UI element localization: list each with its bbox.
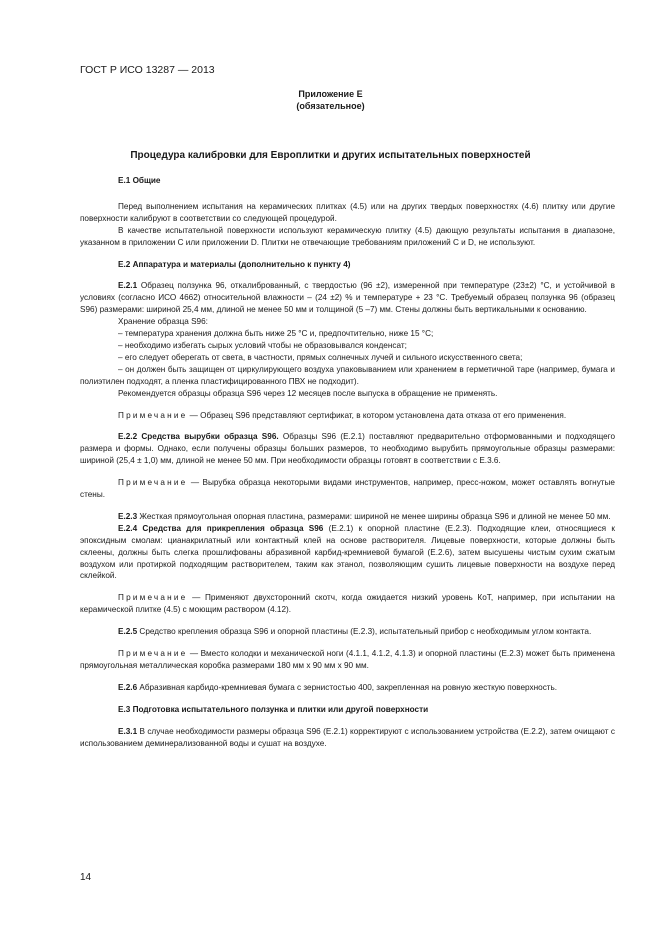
note: [80, 477, 615, 501]
list-item: – его следует оберегать от света, в частности, прямых солнечных лучей и сильного искусственного света;: [118, 352, 523, 362]
clause-number: Е.2.5: [118, 627, 138, 637]
clause-text: (Е.2.1) к опорной пластине (Е.2.3). Подходящие клеи, относящиеся к эпоксидным смолам: цианакрилатный или контактный клей на основе растворителя. Лицевые поверхности, которые должны быть склеены, должны быть слегка прошлифованы абразивной карбид-кремниевой бумагой (Е.2.6), затем высушены чистым сухим сжатым воздухом или протиркой подходящим растворителем, таким как этанол, позволяющим сушить лицевые поверхности на воздухе перед склейкой.: [80, 523, 615, 581]
clause-text: В случае необходимости размеры образца S96 (Е.2.1) корректируют с использованием устройства (Е.2.2), затем очищают с использованием деминерализованной воды и сушат на воздухе.: [80, 726, 615, 748]
list-item: – он должен быть защищен от циркулирующего воздуха упаковыванием или хранением в герметичной таре (например, бумага и полиэтилен подходят, а пленка пластифицированного ПВХ не подходит).: [80, 364, 615, 386]
list-item: – необходимо избегать сырых условий чтобы не образовывался конденсат;: [118, 340, 407, 350]
clause-e24: [80, 523, 615, 583]
clause-text: Абразивная карбидо-кремниевая бумага с зернистостью 400, закрепленная на ровную жесткую поверхность.: [137, 682, 558, 692]
annex-title: Приложение Е: [298, 89, 363, 99]
document-body: [80, 175, 615, 750]
note-label: Примечание: [118, 649, 188, 659]
clause-e23: [80, 511, 615, 523]
clause-heading: Е.2.2 Средства вырубки образца S96.: [118, 432, 279, 442]
note-text: — Применяют двухсторонний скотч, когда ожидается низкий уровень КоТ, например, при испытании на керамической плитке (4.5) с моющим раствором (4.12).: [80, 593, 615, 615]
section-e1-heading: Е.1 Общие: [118, 176, 161, 185]
clause-number: Е.3.1: [118, 726, 138, 736]
clause-e31: [80, 726, 615, 750]
clause-number: Е.2.6: [118, 682, 138, 692]
main-title: Процедура калибровки для Европлитки и других испытательных поверхностей: [130, 150, 531, 161]
list-item: – температура хранения должна быть ниже 25 °С и, предпочтительно, ниже 15 °С;: [118, 329, 434, 339]
note-label: Примечание: [118, 478, 188, 488]
page-number: 14: [80, 872, 92, 883]
note-text: — Вместо колодки и механической ноги (4.1.1, 4.1.2, 4.1.3) и опорной пластины (Е.2.3) может быть применена прямоугольная металлическая коробка размерами 180 мм х 90 мм х 90 мм.: [80, 649, 615, 670]
note: [80, 592, 615, 616]
clause-e22: [80, 431, 615, 467]
clause-text: Образцы S96 (Е.2.1) поставляют предварительно отформованными и подходящего размера и формы. Однако, если получены образцы больших размеров, то необходимо вырубить прямоугольные образцы размерами: шириной (25,4 ± 1,0) мм, длиной не менее 50 мм. При необходимости образцы готовят в соответствии с Е.3.6.: [80, 432, 616, 466]
note-label: Примечание: [118, 410, 188, 420]
clause-e25: [80, 626, 615, 638]
note: [80, 648, 615, 672]
clause-text: Образец ползунка 96, откалиброванный, с твердостью (96 ±2), измеренной при температуре (23±2) °С, и устойчивой в условиях (согласно ИСО 4662) относительной влажности – (24 ±2) % и температуре + 23 °С. Требуемый образец ползунка 96 (образец S96) размерами: шириной 25,4 мм, длиной не менее 50 мм и толщиной (5 –7) мм. Стены должны быть вертикальными к основанию.: [80, 281, 615, 315]
storage-heading: Хранение образца S96:: [118, 317, 208, 327]
clause-number: Е.2.1: [118, 281, 138, 291]
paragraph: Перед выполнением испытания на керамических плитках (4.5) или на других твердых поверхностях (4.6) плитку или другие поверхности калибруют в соответствии со следующей процедурой.: [80, 201, 615, 223]
note-text: — Вырубка образца некоторыми видами инструментов, например, пресс-ножом, может оставлять вогнутые стены.: [80, 478, 615, 500]
paragraph: Рекомендуется образцы образца S96 через 12 месяцев после выпуска в обращение не применять.: [118, 388, 498, 398]
note-label: Примечание: [118, 593, 188, 603]
section-e2-heading: Е.2 Аппаратура и материалы (дополнительно к пункту 4): [118, 259, 351, 269]
clause-text: Средство крепления образца S96 и опорной пластины (Е.2.3), испытательный прибор с необходимым углом контакта.: [137, 627, 592, 637]
note-text: — Образец S96 представляют сертификат, в котором установлена дата отказа от его применения.: [187, 410, 567, 420]
clause-number: Е.2.3: [118, 511, 138, 521]
annex-heading: [0, 88, 661, 112]
paragraph: В качестве испытательной поверхности используют керамическую плитку (4.5) дающую результаты испытания в диапазоне, указанном в приложении С или приложении D. Плитки не отвечающие требованиям приложений С и D, не используют.: [80, 225, 615, 247]
clause-e21: [80, 280, 615, 316]
clause-e26: [80, 682, 615, 694]
clause-heading: Е.2.4 Средства для прикрепления образца S96: [118, 523, 324, 533]
section-e3-heading: Е.3 Подготовка испытательного ползунка и плитки или другой поверхности: [118, 704, 429, 714]
annex-status: (обязательное): [296, 101, 365, 111]
document-header: ГОСТ Р ИСО 13287 — 2013: [80, 64, 215, 76]
note: [80, 410, 615, 422]
clause-text: Жесткая прямоугольная опорная пластина, размерами: шириной не менее ширины образца S96 и длиной не менее 50 мм.: [137, 511, 611, 521]
